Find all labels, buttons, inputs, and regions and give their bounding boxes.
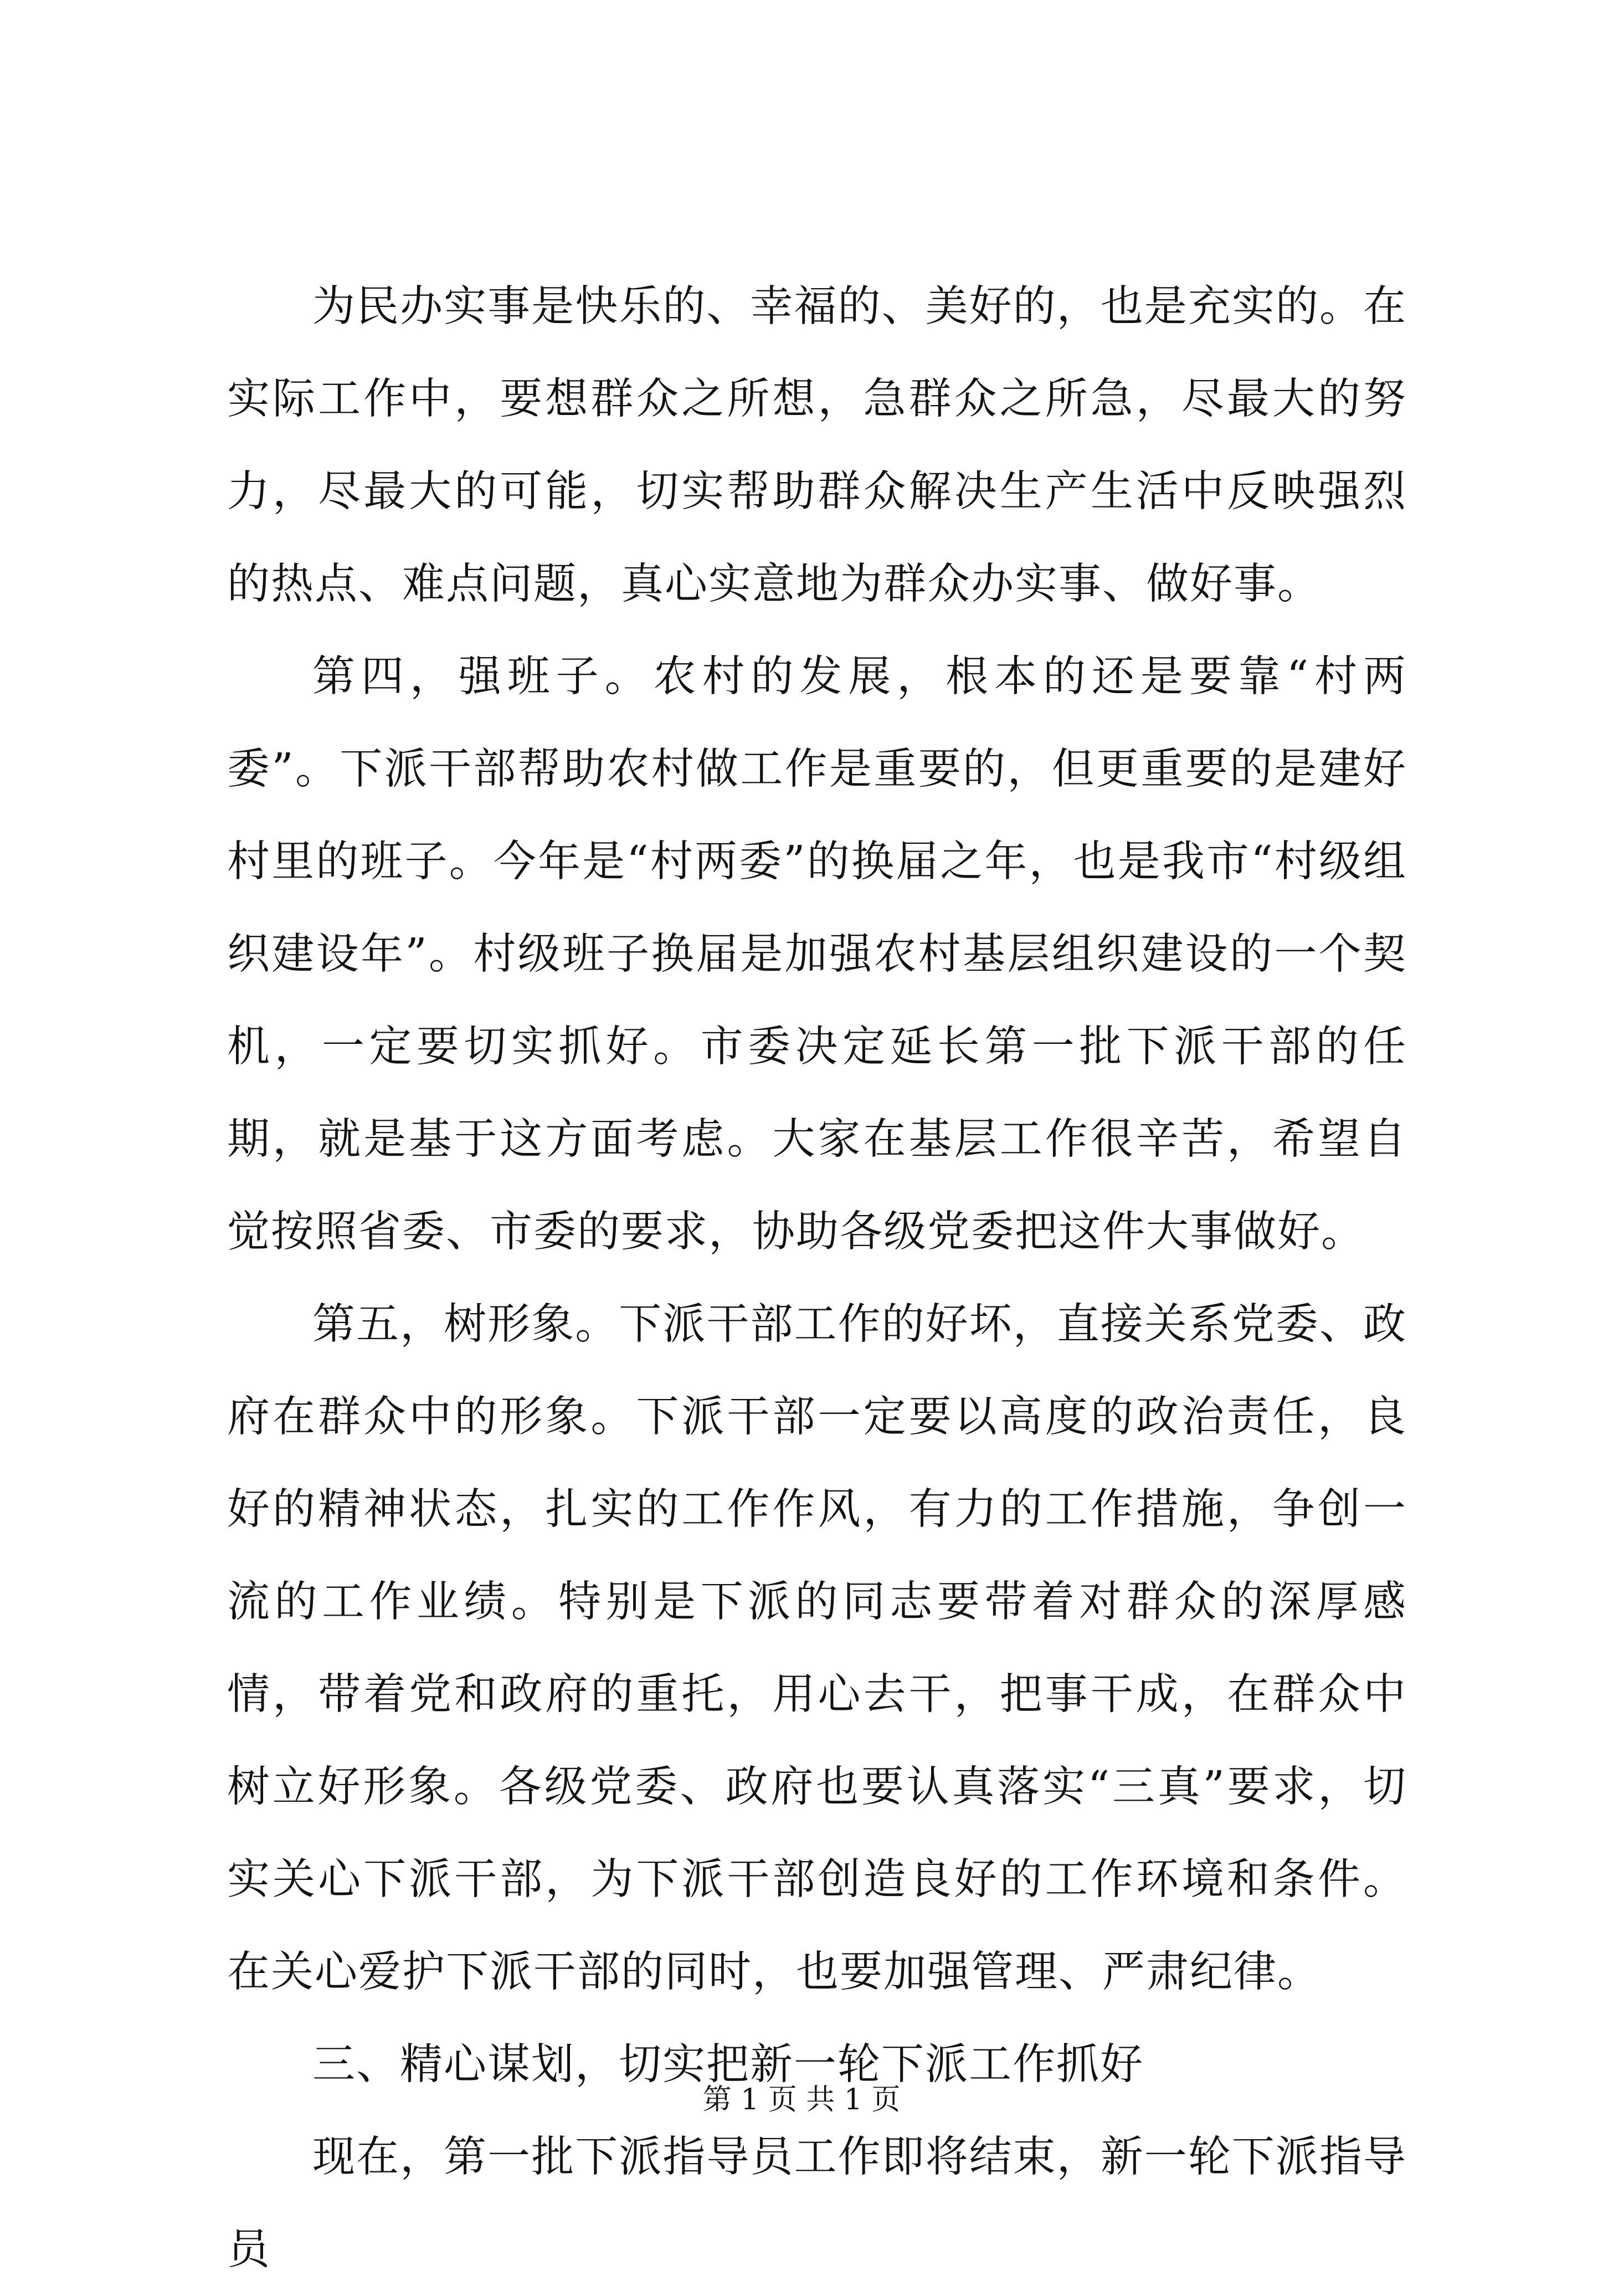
paragraph-4: 现在，第一批下派指导员工作即将结束，新一轮下派指导员 <box>227 2133 1407 2274</box>
section-heading: 三、精心谋划，切实把新一轮下派工作抓好 <box>312 2040 1144 2089</box>
page-number-footer: 第 1 页 共 1 页 <box>702 2083 901 2116</box>
paragraph-2: 第四，强班子。农村的发展，根本的还是要靠“村两委”。下派干部帮助农村做工作是重要的，但更重要的是建好村里的班子。今年是“村两委”的换届之年，也是我市“村级组织建设年”。村级班子换届是加强农村基层组织建设的一个契机，一定要切实抓好。市委决定延长第一批下派干部的任期，就是基于这方面考虑。大家在基层工作很辛苦，希望自觉按照省委、市委的要求，协助各级党委把这件大事做好。 <box>227 652 1407 1257</box>
document-body <box>227 260 1407 2296</box>
paragraph-3: 第五，树形象。下派干部工作的好坏，直接关系党委、政府在群众中的形象。下派干部一定要以高度的政治责任，良好的精神状态，扎实的工作作风，有力的工作措施，争创一流的工作业绩。特别是下派的同志要带着对群众的深厚感情，带着党和政府的重托，用心去干，把事干成，在群众中树立好形象。各级党委、政府也要认真落实“三真”要求，切实关心下派干部，为下派干部创造良好的工作环境和条件。在关心爱护下派干部的同时，也要加强管理、严肃纪律。 <box>227 1300 1407 1997</box>
paragraph-1: 为民办实事是快乐的、幸福的、美好的，也是充实的。在实际工作中，要想群众之所想，急群众之所急，尽最大的努力，尽最大的可能，切实帮助群众解决生产生活中反映强烈的热点、难点问题，真心实意地为群众办实事、做好事。 <box>227 282 1407 609</box>
